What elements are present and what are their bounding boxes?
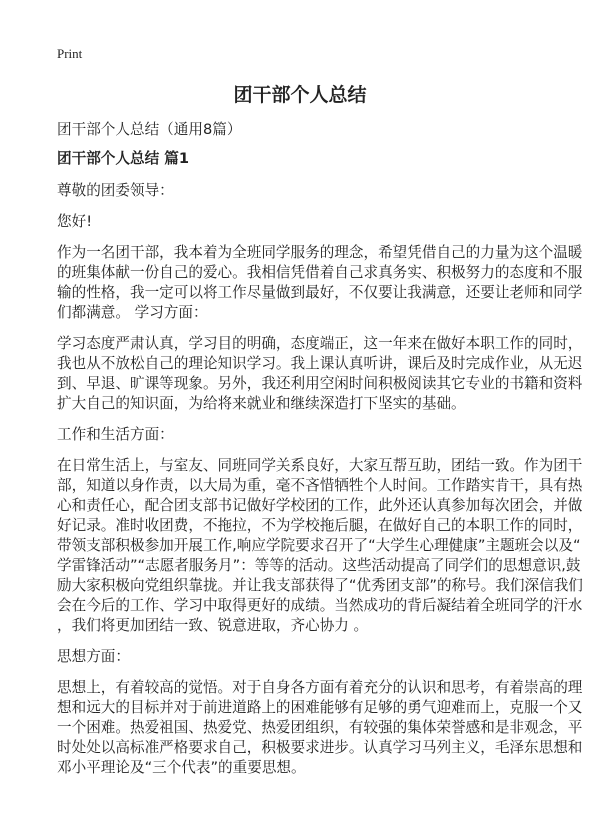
paragraph	[57, 334, 583, 414]
paragraph	[57, 678, 583, 778]
paragraph-line: ，我们将更加团结一致、锐意进取，齐心协力 。	[57, 617, 369, 634]
paragraph-line: 的班集体献一份自己的爱心。我相信凭借着自己求真务实、积极努力的态度和不服	[57, 264, 583, 281]
paragraph-line: 作为一名团干部，我本着为全班同学服务的理念，希望凭借自己的力量为这个温暖	[57, 244, 583, 261]
paragraph-line: 会在今后的工作、学习中取得更好的成绩。当然成功的背后凝结着全班同学的汗水	[57, 597, 583, 614]
paragraph-line: 输的性格，我一定可以将工作尽量做到最好，不仅要让我满意，还要让老师和同学	[57, 284, 583, 301]
paragraph-line: 工作和生活方面：	[57, 426, 174, 443]
paragraph-line: 心和责任心，配合团支部书记做好学校团的工作，此外还认真参加每次团会，并做	[57, 497, 583, 514]
paragraph-line: 想和远大的目标并对于前进道路上的困难能够有足够的勇气迎难而上，克服一个又	[57, 699, 583, 716]
document-body	[57, 120, 583, 789]
greeting: 您好!	[57, 213, 93, 230]
paragraph-line: 一个困难。热爱祖国、热爱党、热爱团组织，有较强的集体荣誉感和是非观念，平	[57, 719, 583, 736]
paragraph-line: 思想上，有着较高的觉悟。对于自身各方面有着充分的认识和思考，有着崇高的理	[57, 679, 583, 696]
print-label: Print	[57, 46, 83, 61]
paragraph-line: 扩大自己的知识面，为给将来就业和继续深造打下坚实的基础。	[57, 395, 466, 412]
paragraph	[57, 456, 583, 636]
paragraph-line: 思想方面：	[57, 648, 130, 665]
paragraph-line: 带领支部积极参加开展工作,响应学院要求召开了“大学生心理健康”主题班会以及“	[57, 537, 581, 554]
paragraph-line: 好记录。准时收团费，不拖拉，不为学校拖后腿，在做好自己的本职工作的同时，	[57, 517, 583, 534]
paragraph-line: 我也从不放松自己的理论知识学习。我上课认真听讲，课后及时完成作业，从无迟	[57, 355, 583, 372]
paragraph-line: 励大家积极向党组织靠拢。并让我支部获得了“优秀团支部”的称号。我们深信我们	[57, 577, 583, 594]
document-subtitle: 团干部个人总结（通用8篇）	[57, 121, 242, 138]
paragraph-line: 在日常生活上，与室友、同班同学关系良好，大家互帮互助，团结一致。作为团干	[57, 457, 583, 474]
section-heading: 团干部个人总结 篇1	[57, 150, 189, 167]
paragraph	[57, 425, 557, 445]
document-title: 团干部个人总结	[233, 84, 367, 106]
paragraph-line: 学雷锋活动”“志愿者服务月”：等等的活动。这些活动提高了同学们的思想意识,鼓	[57, 557, 581, 574]
paragraph-line: 们都满意。 学习方面：	[57, 304, 208, 321]
paragraph	[57, 647, 557, 667]
paragraphs	[57, 243, 583, 778]
paragraph-line: 学习态度严肃认真，学习目的明确，态度端正，这一年来在做好本职工作的同时，	[57, 335, 583, 352]
paragraph-line: 部，知道以身作责，以大局为重，毫不吝惜牺牲个人时间。工作踏实肯干，具有热	[57, 477, 583, 494]
paragraph-line: 到、早退、旷课等现象。另外，我还利用空闲时间积极阅读其它专业的书籍和资料	[57, 375, 583, 392]
paragraph-line: 时处处以高标准严格要求自己，积极要求进步。认真学习马列主义，毛泽东思想和	[57, 739, 583, 756]
paragraph-line: 邓小平理论及“三个代表”的重要思想。	[57, 759, 306, 776]
salutation: 尊敬的团委领导：	[57, 182, 174, 199]
paragraph	[57, 243, 583, 323]
